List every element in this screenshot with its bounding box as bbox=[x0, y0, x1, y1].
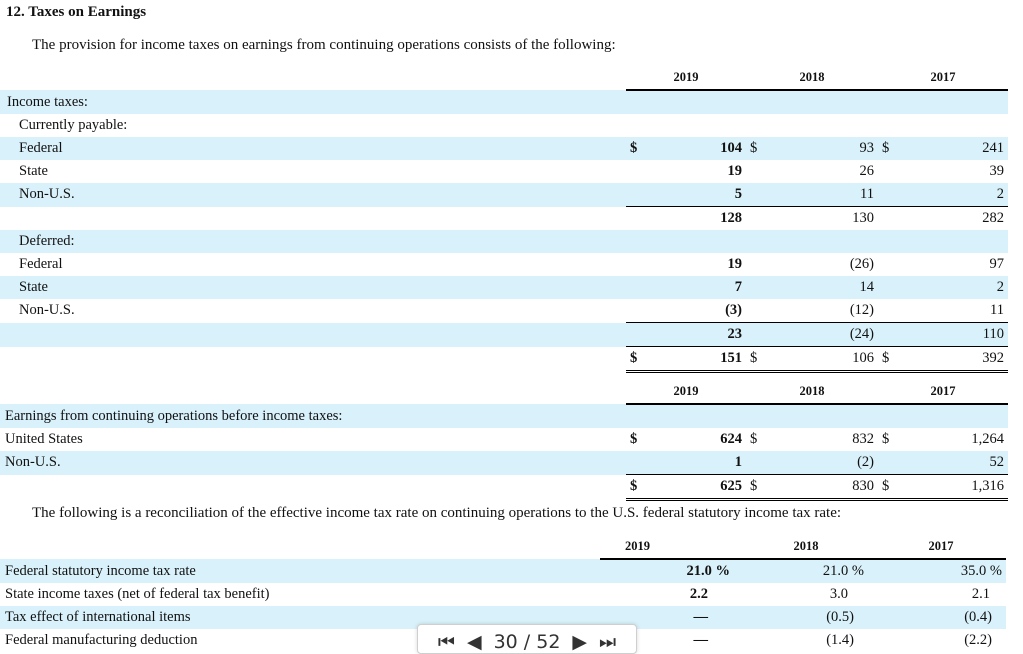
table-row bbox=[0, 451, 1008, 475]
value-2019: 2.2 bbox=[689, 586, 708, 602]
table-row bbox=[0, 583, 1006, 606]
year-header: 2019 bbox=[626, 66, 746, 90]
value-2018: 832 bbox=[852, 431, 874, 447]
year-header: 2018 bbox=[736, 535, 876, 559]
table-row bbox=[0, 90, 1008, 114]
value-2018: 130 bbox=[766, 207, 878, 231]
currency-symbol: $ bbox=[878, 475, 898, 500]
year-header: 2019 bbox=[626, 380, 746, 404]
next-page-icon[interactable]: ▶ bbox=[572, 631, 588, 653]
year-header-row bbox=[0, 66, 1008, 90]
currency-symbol: $ bbox=[626, 347, 648, 372]
value-2018: (0.5) bbox=[736, 606, 876, 629]
currency-symbol: $ bbox=[750, 431, 758, 447]
total-row bbox=[0, 347, 1008, 372]
year-header-row bbox=[0, 380, 1008, 404]
value-2017: 1,264 bbox=[971, 431, 1004, 447]
value-2017: 282 bbox=[898, 207, 1008, 231]
value-2018: (2) bbox=[766, 451, 878, 475]
currency-symbol: $ bbox=[878, 347, 898, 372]
row-label: Currently payable: bbox=[19, 117, 128, 133]
value-2019: 625 bbox=[648, 475, 746, 500]
table-row bbox=[0, 160, 1008, 183]
value-2019: 7 bbox=[648, 276, 746, 299]
value-2019: 21.0 % bbox=[600, 559, 736, 583]
table-row bbox=[0, 276, 1008, 299]
prev-page-icon[interactable]: ◀ bbox=[466, 631, 482, 653]
table-row bbox=[0, 230, 1008, 253]
year-header: 2018 bbox=[746, 66, 878, 90]
provision-table bbox=[0, 66, 1008, 373]
value-2018: (26) bbox=[849, 256, 874, 272]
currency-symbol: $ bbox=[878, 137, 898, 160]
row-label: Non-U.S. bbox=[19, 302, 75, 319]
currency-symbol: $ bbox=[630, 431, 638, 447]
row-label: Non-U.S. bbox=[0, 183, 626, 207]
value-2019: 19 bbox=[727, 256, 742, 272]
value-2017: 110 bbox=[898, 323, 1008, 347]
value-2018: (12) bbox=[849, 302, 874, 318]
row-label: State bbox=[0, 276, 626, 299]
value-2018: 830 bbox=[766, 475, 878, 500]
row-label: Tax effect of international items bbox=[0, 606, 600, 629]
value-2018: 106 bbox=[766, 347, 878, 372]
year-header: 2018 bbox=[746, 380, 878, 404]
section-title: 12. Taxes on Earnings bbox=[6, 4, 147, 20]
value-2017: 392 bbox=[898, 347, 1008, 372]
value-2018: (1.4) bbox=[826, 632, 854, 648]
currency-symbol: $ bbox=[626, 475, 648, 500]
row-label: Federal bbox=[19, 256, 63, 272]
page-navigator bbox=[417, 624, 637, 654]
year-header-row bbox=[0, 535, 1006, 559]
year-header: 2017 bbox=[878, 66, 1008, 90]
currency-symbol: $ bbox=[746, 347, 766, 372]
value-2018: 3.0 bbox=[829, 586, 848, 602]
table-row bbox=[0, 428, 1008, 451]
value-2019: 624 bbox=[720, 431, 742, 447]
intro-text: The provision for income taxes on earnings from continuing operations consists of the following: bbox=[32, 37, 616, 53]
value-2019: 5 bbox=[648, 183, 746, 207]
value-2017: 1,316 bbox=[898, 475, 1008, 500]
total-row bbox=[0, 475, 1008, 500]
row-label: Federal statutory income tax rate bbox=[0, 559, 600, 583]
value-2019: (3) bbox=[725, 302, 742, 318]
table-row bbox=[0, 183, 1008, 207]
table-row bbox=[0, 137, 1008, 160]
earnings-table bbox=[0, 380, 1008, 501]
table-row bbox=[0, 253, 1008, 276]
value-2017: (0.4) bbox=[876, 606, 1006, 629]
value-2019: — bbox=[600, 606, 736, 629]
value-2018: 93 bbox=[766, 137, 878, 160]
currency-symbol: $ bbox=[746, 137, 766, 160]
value-2019: — bbox=[693, 632, 708, 648]
year-header: 2019 bbox=[600, 535, 736, 559]
value-2017: 2 bbox=[898, 276, 1008, 299]
value-2017: 97 bbox=[989, 256, 1004, 272]
subtotal-row bbox=[0, 323, 1008, 347]
value-2018: 26 bbox=[859, 163, 874, 179]
year-header: 2017 bbox=[876, 535, 1006, 559]
value-2017: 2 bbox=[898, 183, 1008, 207]
value-2019: 19 bbox=[727, 163, 742, 179]
first-page-icon[interactable]: ⏮ bbox=[437, 631, 455, 653]
table-row bbox=[0, 299, 1008, 323]
value-2017: 241 bbox=[898, 137, 1008, 160]
value-2017: 35.0 % bbox=[876, 559, 1006, 583]
value-2017: 2.1 bbox=[971, 586, 990, 602]
last-page-icon[interactable]: ⏭ bbox=[599, 631, 617, 653]
row-label: Non-U.S. bbox=[0, 451, 626, 475]
value-2019: 23 bbox=[648, 323, 746, 347]
table-row bbox=[0, 114, 1008, 137]
value-2017: (2.2) bbox=[964, 632, 992, 648]
row-label: Earnings from continuing operations before income taxes: bbox=[0, 404, 626, 428]
value-2019: 1 bbox=[648, 451, 746, 475]
page-indicator: 30 / 52 bbox=[493, 631, 561, 653]
table-row bbox=[0, 559, 1006, 583]
currency-symbol: $ bbox=[626, 137, 648, 160]
subtotal-row bbox=[0, 207, 1008, 231]
year-header: 2017 bbox=[878, 380, 1008, 404]
value-2018: 14 bbox=[766, 276, 878, 299]
value-2019: 151 bbox=[648, 347, 746, 372]
currency-symbol: $ bbox=[882, 431, 890, 447]
row-label: Deferred: bbox=[0, 230, 626, 253]
table-row bbox=[0, 404, 1008, 428]
row-label: State bbox=[19, 163, 48, 179]
value-2018: 11 bbox=[766, 183, 878, 207]
reconciliation-intro: The following is a reconciliation of the effective income tax rate on continuing operations to the U.S. federal statutory income tax rate: bbox=[32, 505, 842, 521]
row-label: Federal manufacturing deduction bbox=[5, 632, 198, 648]
row-label: Federal bbox=[0, 137, 626, 160]
value-2017: 52 bbox=[898, 451, 1008, 475]
value-2019: 104 bbox=[648, 137, 746, 160]
row-label: State income taxes (net of federal tax benefit) bbox=[5, 586, 270, 602]
row-label: Income taxes: bbox=[0, 90, 626, 114]
currency-symbol: $ bbox=[746, 475, 766, 500]
value-2018: 21.0 % bbox=[736, 559, 876, 583]
value-2017: 11 bbox=[990, 302, 1004, 318]
value-2019: 128 bbox=[648, 207, 746, 231]
row-label: United States bbox=[5, 431, 83, 447]
value-2018: (24) bbox=[766, 323, 878, 347]
value-2017: 39 bbox=[989, 163, 1004, 179]
